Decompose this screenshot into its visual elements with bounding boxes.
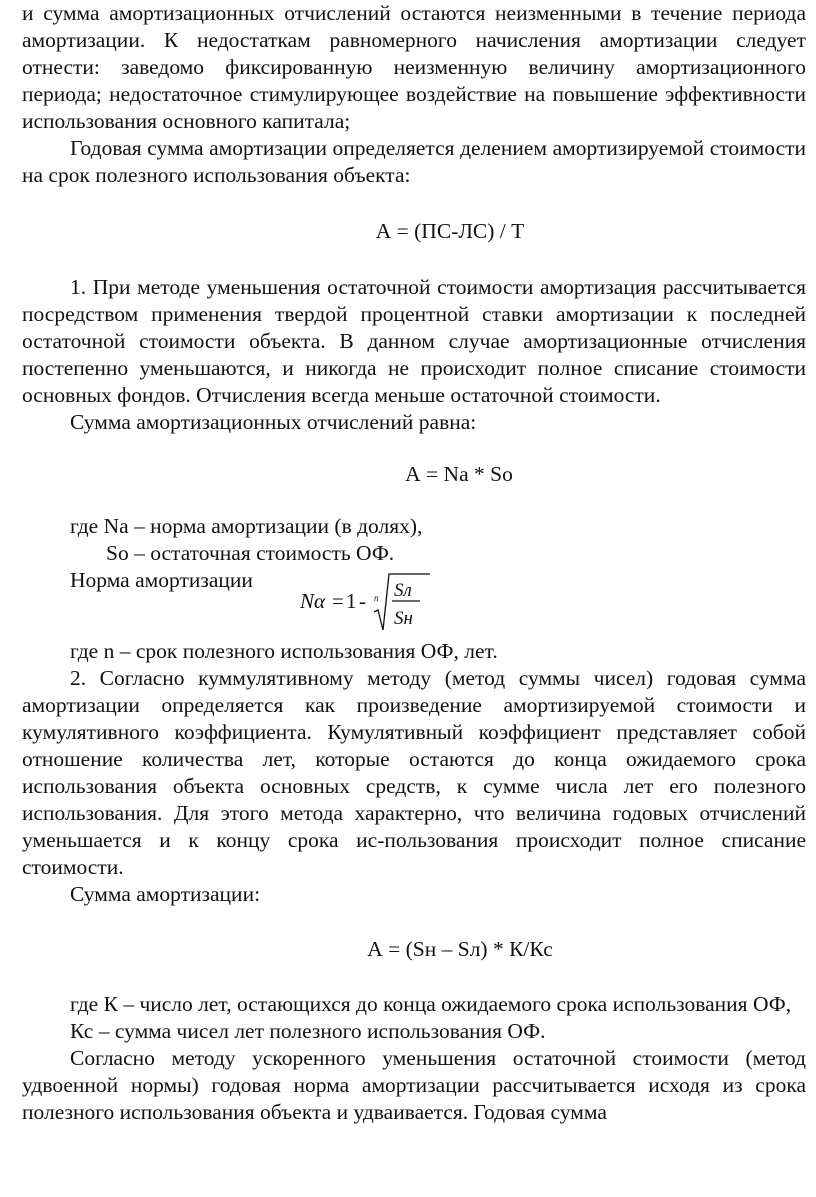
where-k [22,991,806,1018]
text-line: амортизационного периода; недостаточное стимулирующее воздействие на [22,55,806,106]
text-line: повышение эффективности использования основного капитала; [22,82,807,133]
text-line: срока использования объекта основных средств, к сумме числа лет его [22,747,806,798]
paragraph-deduction-sum: Сумма амортизационных отчислений равна: [70,410,477,434]
paragraph-amort-sum: Сумма амортизации: [70,882,261,906]
text-line: ОФ, [752,992,792,1016]
text-line: амортизационные отчисления постепенно уменьшаются, и никогда не [22,329,806,380]
formula-declining-balance: А = Nа * Sо [405,462,513,486]
norm-line [22,567,806,629]
text-line: Согласно методу ускоренного уменьшения остаточной стоимости (метод [70,1046,806,1070]
paragraph-declining-balance [22,274,806,409]
document-page [22,0,806,1126]
formula-root-index: n [374,593,379,603]
text-line: срока полезного использования объекта и удваивается. Годовая сумма [22,1073,807,1124]
formula-denominator: Sн [394,608,413,629]
text-line: 1. При методе уменьшения остаточной стоимости амортизация [70,275,657,299]
text-line: списание стоимости. [22,828,807,879]
text-line: и сумма амортизационных отчислений остаются неизменными в течение [22,1,723,25]
text-line: меньше остаточной стоимости. [374,383,661,407]
text-line: рассчитывается посредством применения твердой процентной ставки [22,275,806,326]
formula-norm-rate [290,570,450,632]
text-line: следует отнести: заведомо фиксированную неизменную величину [22,28,806,79]
text-line: отчислений уменьшается и к концу срока ис-пользования происходит полное [22,801,807,852]
text-line: 2. Согласно куммулятивному методу (метод суммы чисел) годовая сумма [70,666,806,690]
text-line: удвоенной нормы) годовая норма амортизации рассчитывается исходя из [22,1073,743,1097]
text-line: стоимости на срок полезного использования объекта: [22,136,807,187]
formula-equals: = [332,589,344,613]
where-kc: Кс – сумма чисел лет полезного использования ОФ. [70,1019,546,1043]
formula-cumulative: А = (Sн – Sл) * К/Кс [367,937,553,961]
text-line: амортизации определяется как произведение амортизируемой стоимости и [22,693,806,717]
where-so: Sо – остаточная стоимость ОФ. [106,541,395,565]
where-n: где n – срок полезного использования ОФ, лет. [70,639,498,663]
text-line: собой отношение количества лет, которые остаются до конца ожидаемого [22,720,806,771]
text-line: полезного использования. Для этого метода характерно, что величина годовых [22,774,807,825]
where-na: где Nа – норма амортизации (в долях), [70,514,423,538]
text-line: где К – число лет, остающихся до конца ожидаемого срока использования [70,992,748,1016]
paragraph-straight-line-drawbacks [22,0,806,135]
text-line: Годовая сумма амортизации определяется делением амортизируемой [70,136,705,160]
text-line: кумулятивного коэффициента. Кумулятивный коэффициент представляет [22,720,737,744]
formula-straight-line: А = (ПС-ЛС) / Т [375,219,525,243]
formula-lhs: Nα [300,589,326,613]
formula-numerator: Sл [394,580,412,601]
formula-minus: - [359,589,366,613]
text-line: амортизации к последней остаточной стоимости объекта. В данном случае [22,302,806,353]
text-line: происходит полное списание стоимости основных фондов. Отчисления всегда [22,356,807,407]
paragraph-annual-amount [22,135,806,189]
paragraph-cumulative-method [22,665,806,881]
norm-label: Норма амортизации [70,568,253,592]
formula-one: 1 [346,589,357,613]
paragraph-double-declining [22,1045,806,1126]
text-line: периода амортизации. К недостаткам равномерного начисления амортизации [22,1,806,52]
